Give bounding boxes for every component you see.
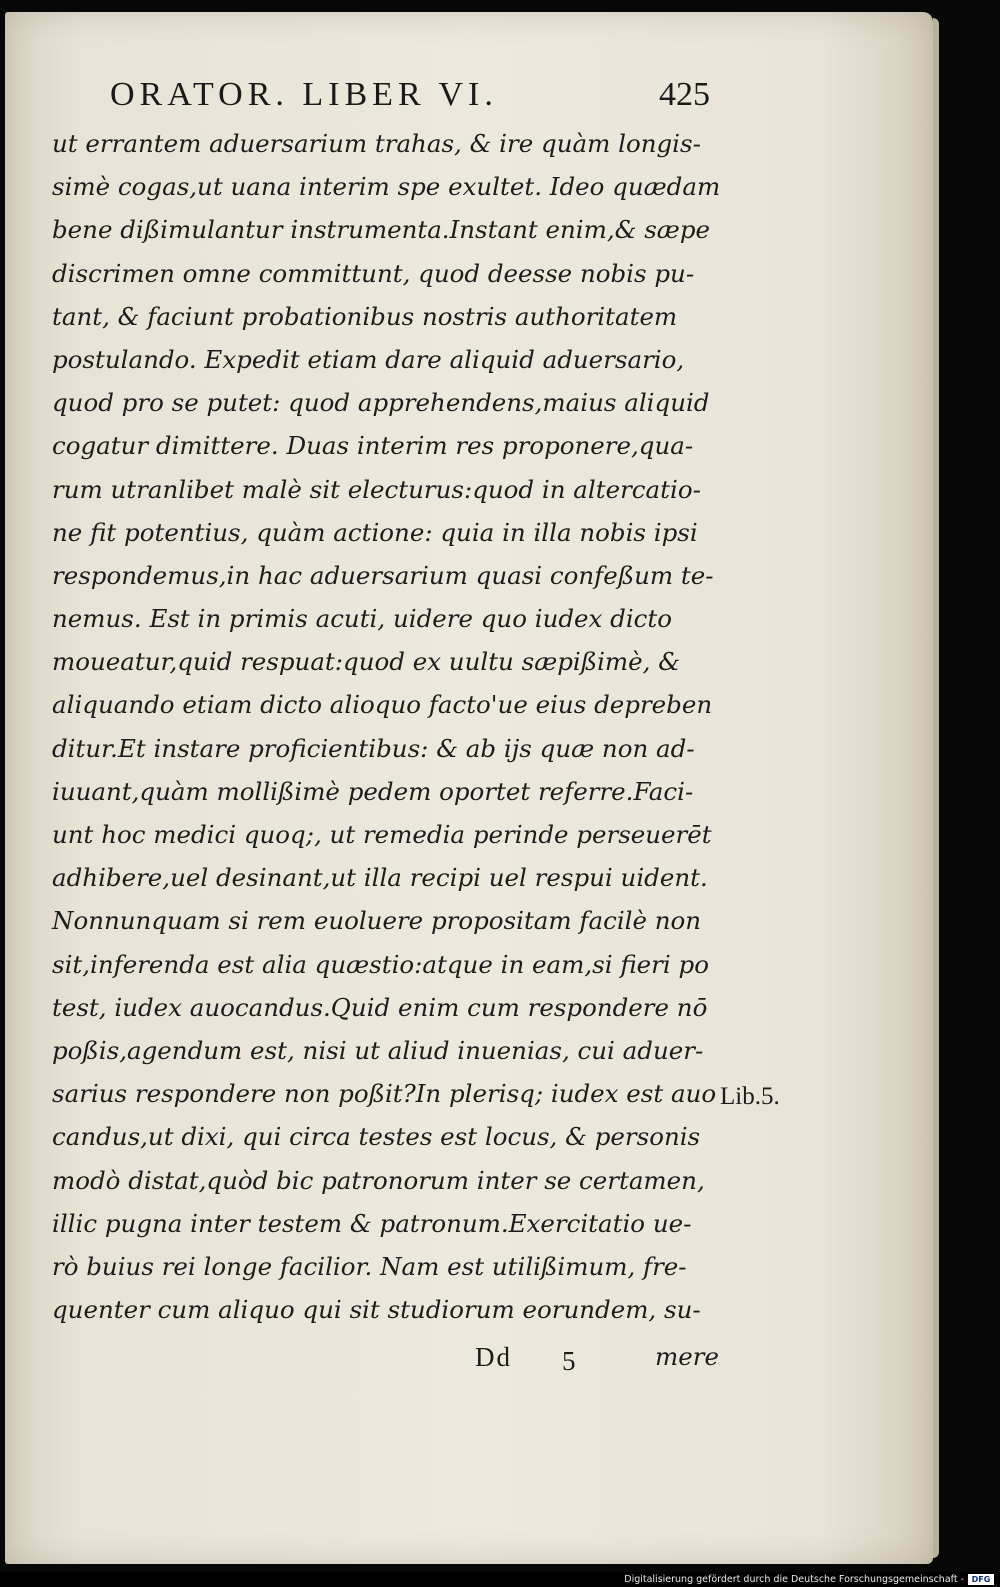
text-line: unt hoc medici quoq;, ut remedia perinde perseuerēt xyxy=(52,820,712,849)
text-line: modò distat,quòd bic patronorum inter se certamen, xyxy=(52,1165,705,1195)
text-line: sit,inferenda est alia quæstio:atque in eam,si fieri po xyxy=(52,949,709,979)
text-line: illic pugna inter testem & patronum.Exercitatio ue- xyxy=(52,1208,692,1238)
text-line: test, iudex auocandus.Quid enim cum respondere nō xyxy=(52,992,708,1022)
text-line: aliquando etiam dicto alioquo facto'ue eius depreben xyxy=(52,690,713,720)
catchword: mere xyxy=(655,1342,719,1371)
text-line: iuuant,quàm mollißimè pedem oportet referre.Faci- xyxy=(52,776,694,806)
text-line: tant, & faciunt probationibus nostris authoritatem xyxy=(52,301,678,331)
text-line: Nonnunquam si rem euoluere propositam facilè non xyxy=(52,906,702,936)
signature-mark: Dd xyxy=(475,1342,512,1372)
text-line: discrimen omne committunt, quod deesse nobis pu- xyxy=(52,258,695,288)
text-line: adhibere,uel desinant,ut illa recipi uel respui uident. xyxy=(52,863,708,893)
text-line: quod pro se putet: quod apprehendens,maius aliquid xyxy=(52,388,710,418)
marginal-note: Lib.5. xyxy=(720,1083,780,1110)
text-line: candus,ut dixi, qui circa testes est locus, & personis xyxy=(52,1122,701,1152)
text-line: sarius respondere non poßit?In plerisq; iudex est auo xyxy=(52,1079,717,1109)
text-line: quenter cum aliquo qui sit studiorum eorundem, su- xyxy=(52,1295,701,1325)
page-edge xyxy=(933,18,939,1558)
text-line: bene dißimulantur instrumenta.Instant enim,& sæpe xyxy=(52,215,711,245)
page-number: 425 xyxy=(659,76,710,113)
dfg-logo: DFG xyxy=(968,1574,994,1585)
text-line: moueatur,quid respuat:quod ex uultu sæpißimè, & xyxy=(52,647,681,677)
text-line: ditur.Et instare proficientibus: & ab ijs quæ non ad- xyxy=(52,733,695,763)
text-line: postulando. Expedit etiam dare aliquid aduersario, xyxy=(52,344,685,374)
text-line: nemus. Est in primis acuti, uidere quo iudex dicto xyxy=(52,604,672,634)
text-line: rò buius rei longe facilior. Nam est utilißimum, fre- xyxy=(52,1251,687,1281)
running-head-title: ORATOR. LIBER VI. xyxy=(110,76,498,113)
text-line: rum utranlibet malè sit electurus:quod in altercatio- xyxy=(52,474,701,504)
text-line: ut errantem aduersarium trahas, & ire quàm longis- xyxy=(52,129,701,158)
text-line: ne fit potentius, quàm actione: quia in illa nobis ipsi xyxy=(52,517,698,547)
text-line: simè cogas,ut uana interim spe exultet. Ideo quædam xyxy=(52,172,721,202)
text-line: cogatur dimittere. Duas interim res proponere,qua- xyxy=(52,431,694,461)
text-line: poßis,agendum est, nisi ut aliud inuenias, cui aduer- xyxy=(52,1035,704,1065)
text-line: respondemus,in hac aduersarium quasi confeßum te- xyxy=(52,560,714,590)
digitization-credit: Digitalisierung gefördert durch die Deutsche Forschungsgemeinschaft - xyxy=(624,1574,964,1585)
body-text xyxy=(52,122,732,1331)
signature-number: 5 xyxy=(562,1346,576,1376)
running-head xyxy=(110,76,710,122)
